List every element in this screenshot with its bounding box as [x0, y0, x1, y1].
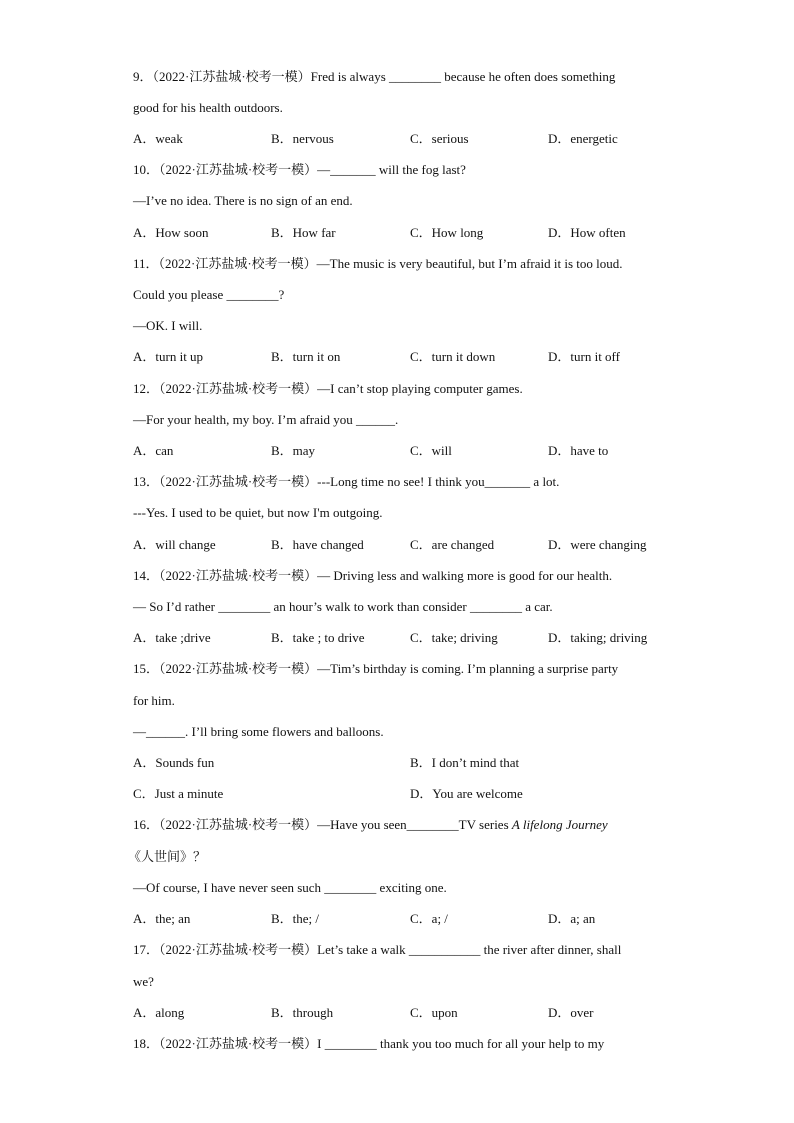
question-18-line-1: 18．（2022·江苏盐城·校考一模）I ________ thank you too much for all your help to my — [133, 1036, 605, 1051]
question-13-line-2: ---Yes. I used to be quiet, but now I'm outgoing. — [133, 505, 383, 520]
question-13-line-1: 13．（2022·江苏盐城·校考一模）---Long time no see! I think you_______ a lot. — [133, 474, 560, 489]
question-10-option-b: B．How far — [271, 225, 336, 240]
question-10-line-1: 10．（2022·江苏盐城·校考一模）—_______ will the fog last? — [133, 162, 466, 177]
question-11-option-b: B．turn it on — [271, 349, 341, 364]
question-16-series-title: A lifelong Journey — [511, 817, 608, 832]
question-9-option-b: B．nervous — [271, 131, 334, 146]
question-14-option-a: A．take ;drive — [133, 630, 211, 645]
question-17-line-1: 17．（2022·江苏盐城·校考一模）Let’s take a walk ___________ the river after dinner, shall — [133, 942, 622, 957]
question-17-option-c: C．upon — [410, 1005, 458, 1020]
question-16-line-3: —Of course, I have never seen such ________ exciting one. — [133, 880, 447, 895]
question-11-line-1: 11．（2022·江苏盐城·校考一模）—The music is very beautiful, but I’m afraid it is too loud. — [133, 256, 623, 271]
question-17-option-b: B．through — [271, 1005, 334, 1020]
question-16-stem: 16．（2022·江苏盐城·校考一模）—Have you seen________TV series — [133, 817, 512, 832]
question-13-option-c: C．are changed — [410, 537, 495, 552]
question-15-line-1: 15．（2022·江苏盐城·校考一模）—Tim’s birthday is coming. I’m planning a surprise party — [133, 661, 619, 676]
question-13-option-d: D．were changing — [548, 537, 647, 552]
question-9-line-1: 9．（2022·江苏盐城·校考一模）Fred is always ________ because he often does something — [133, 69, 616, 84]
question-16-option-a: A．the; an — [133, 911, 191, 926]
question-12-option-b: B．may — [271, 443, 316, 458]
question-16-option-d: D．a; an — [548, 911, 596, 926]
question-13-option-b: B．have changed — [271, 537, 364, 552]
question-16-option-c: C．a; / — [410, 911, 448, 926]
question-11-option-d: D．turn it off — [548, 349, 620, 364]
question-16-line-2: 《人世间》？ — [128, 849, 207, 864]
question-11-option-a: A．turn it up — [133, 349, 204, 364]
question-17-option-a: A．along — [133, 1005, 185, 1020]
question-15-line-2: for him. — [133, 693, 175, 708]
question-10-line-2: —I’ve no idea. There is no sign of an end. — [133, 193, 353, 208]
question-10-option-a: A．How soon — [133, 225, 209, 240]
question-15-option-c: C．Just a minute — [133, 786, 224, 801]
question-12-line-2: —For your health, my boy. I’m afraid you ______. — [133, 412, 399, 427]
question-17-option-d: D．over — [548, 1005, 594, 1020]
question-12-option-c: C．will — [410, 443, 452, 458]
question-9-line-2: good for his health outdoors. — [133, 100, 283, 115]
question-15-line-3: —______. I’ll bring some flowers and balloons. — [133, 724, 384, 739]
question-9-option-a: A．weak — [133, 131, 183, 146]
question-14-line-1: 14．（2022·江苏盐城·校考一模）— Driving less and walking more is good for our health. — [133, 568, 613, 583]
question-17-line-2: we? — [133, 974, 154, 989]
question-15-option-a: A．Sounds fun — [133, 755, 215, 770]
question-12-option-d: D．have to — [548, 443, 609, 458]
question-9-option-c: C．serious — [410, 131, 469, 146]
question-10-option-c: C．How long — [410, 225, 484, 240]
question-15-option-b: B．I don’t mind that — [410, 755, 520, 770]
question-12-option-a: A．can — [133, 443, 174, 458]
question-9-option-d: D．energetic — [548, 131, 618, 146]
question-11-line-2: Could you please ________? — [133, 287, 285, 302]
question-14-option-c: C．take; driving — [410, 630, 498, 645]
question-11-option-c: C．turn it down — [410, 349, 496, 364]
question-10-option-d: D．How often — [548, 225, 626, 240]
question-13-option-a: A．will change — [133, 537, 216, 552]
question-11-line-3: —OK. I will. — [133, 318, 203, 333]
question-12-line-1: 12．（2022·江苏盐城·校考一模）—I can’t stop playing computer games. — [133, 381, 523, 396]
question-14-option-b: B．take ; to drive — [271, 630, 365, 645]
question-16-line-1 — [133, 817, 608, 833]
question-14-line-2: — So I’d rather ________ an hour’s walk to work than consider ________ a car. — [133, 599, 553, 614]
question-14-option-d: D．taking; driving — [548, 630, 648, 645]
question-15-option-d: D．You are welcome — [410, 786, 523, 801]
question-16-option-b: B．the; / — [271, 911, 320, 926]
